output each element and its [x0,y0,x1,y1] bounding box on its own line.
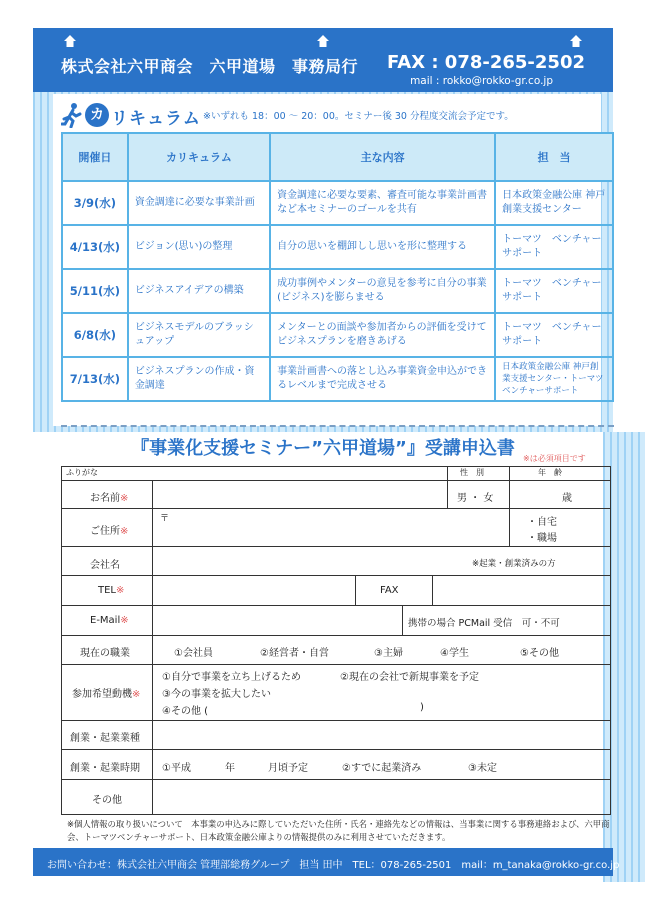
timing-option[interactable]: ②すでに起業済み [342,763,422,774]
gender-options[interactable]: 男 ・ 女 [457,493,494,504]
occupation-option[interactable]: ①会社員 [174,648,213,659]
session-staff: 日本政策金融公庫 神戸創業支援センター [495,181,613,225]
timing-option[interactable]: ③未定 [468,763,497,774]
motive-close: ) [420,702,424,713]
divider [402,605,403,635]
curriculum-header-row [62,133,613,181]
table-row [62,225,613,269]
motive-label: 参加希望動機※ [72,689,141,700]
divider [62,720,610,721]
company-label: 会社名 [90,560,120,571]
session-content: メンターとの面談や参加者からの評価を受けてビジネスプランを磨きあげる [270,313,495,357]
gender-label: 性 別 [460,468,484,477]
divider [355,575,356,605]
motive-option[interactable]: ①自分で事業を立ち上げるため [162,672,301,683]
work-option[interactable]: ・職場 [527,533,557,544]
table-row [62,181,613,225]
header-mail: mail : rokko@rokko-gr.co.jp [410,75,553,87]
session-topic: ビジネスアイデアの構築 [128,269,270,313]
age-label: 年 齢 [538,468,562,477]
email-label: E-Mail※ [90,615,129,626]
timing-year: 年 [225,763,235,774]
industry-label: 創業・起業業種 [70,733,140,744]
form-title: 『事業化支援セミナー”六甲道場”』受講申込書 [131,438,515,459]
divider [509,467,510,508]
session-topic: ビジネスモデルのブラッシュアップ [128,313,270,357]
curriculum-table [61,132,614,402]
column-header: カリキュラム [128,133,270,181]
session-staff: 日本政策金融公庫 神戸創業支援センター・トーマツ ベンチャーサポート [495,357,613,401]
timing-label: 創業・起業時期 [70,763,140,774]
divider [509,508,510,546]
divider [62,480,610,481]
header-organization: 株式会社六甲商会 六甲道場 事務局行 [61,57,359,76]
house-icon [316,34,330,48]
session-date: 4/13(水) [62,225,128,269]
house-icon [63,34,77,48]
divider [62,664,610,665]
occupation-option[interactable]: ④学生 [440,648,469,659]
motive-option[interactable]: ④その他 ( [162,706,209,717]
home-option[interactable]: ・自宅 [527,517,557,528]
session-content: 自分の思いを棚卸しし思いを形に整理する [270,225,495,269]
address-label: ご住所※ [90,526,129,537]
footer-bar [33,848,620,876]
session-staff: トーマツ ベンチャーサポート [495,225,613,269]
age-unit: 歳 [562,493,572,504]
column-header: 担 当 [495,133,613,181]
session-staff: トーマツ ベンチャーサポート [495,269,613,313]
curriculum-note: ※いずれも 18：00 ～ 20：00。セミナー後 30 分程度交流会予定です。 [203,111,514,122]
session-date: 3/9(水) [62,181,128,225]
divider [62,749,610,750]
divider [152,480,153,814]
cut-line [61,425,614,427]
occupation-option[interactable]: ⑤その他 [520,648,559,659]
fax-label: FAX [380,585,399,596]
furigana-label: ふりがな [66,468,98,477]
footer-contact: お問い合わせ：株式会社六甲商会 管理部総務グループ 担当 田中 TEL：078-265-2501 mail：m_tanaka@rokko-gr.co.jp [47,860,620,871]
application-form [61,466,611,815]
timing-option[interactable]: ①平成 [162,763,191,774]
table-row [62,357,613,401]
divider [447,467,448,508]
postal-mark: 〒 [160,514,170,524]
motive-option[interactable]: ③今の事業を拡大したい [162,689,271,700]
session-date: 5/11(水) [62,269,128,313]
divider [62,508,610,509]
occupation-option[interactable]: ③主婦 [374,648,403,659]
table-row [62,313,613,357]
session-topic: ビジネスプランの作成・資金調達 [128,357,270,401]
flyer-page [33,28,620,883]
divider [432,575,433,605]
other-label: その他 [92,795,122,806]
session-content: 事業計画書への落とし込み事業資金申込ができるレベルまで完成させる [270,357,495,401]
table-row [62,269,613,313]
header-bar [33,28,613,92]
required-note: ※は必須項目です [523,454,586,463]
divider [62,605,610,606]
divider [62,575,610,576]
column-header: 開催日 [62,133,128,181]
privacy-note: ※個人情報の取り扱いについて 本事業の申込みに際していただいた住所・氏名・連絡先などの情報は、当事業に関する事務連絡および、六甲商会、トーマツベンチャーサポート、日本政策金融公庫よりの情報提供のみに利用させていただきます。 [67,819,610,842]
curriculum-title-text: リキュラム [111,109,201,129]
mobile-note[interactable]: 携帯の場合 PCMail 受信 可・不可 [408,618,560,629]
occupation-label: 現在の職業 [80,648,130,659]
session-topic: ビジョン(思い)の整理 [128,225,270,269]
tel-label: TEL※ [98,585,125,596]
session-date: 7/13(水) [62,357,128,401]
house-icon [569,34,583,48]
name-label: お名前※ [90,493,129,504]
divider [62,546,610,547]
session-content: 資金調達に必要な要素、審査可能な事業計画書など本セミナーのゴールを共有 [270,181,495,225]
timing-month: 月頃予定 [268,763,308,774]
divider [62,635,610,636]
session-date: 6/8(水) [62,313,128,357]
session-topic: 資金調達に必要な事業計画 [128,181,270,225]
curriculum-title-ka: カ [85,103,109,127]
session-staff: トーマツ ベンチャーサポート [495,313,613,357]
runner-icon [61,102,83,128]
session-content: 成功事例やメンターの意見を参考に自分の事業(ビジネス)を膨らませる [270,269,495,313]
motive-option[interactable]: ②現在の会社で新規事業を予定 [340,672,479,683]
column-header: 主な内容 [270,133,495,181]
divider [62,779,610,780]
occupation-option[interactable]: ②経営者・自営 [260,648,329,659]
company-note: ※起業・創業済みの方 [472,559,556,569]
header-fax: FAX : 078-265-2502 [387,52,585,73]
